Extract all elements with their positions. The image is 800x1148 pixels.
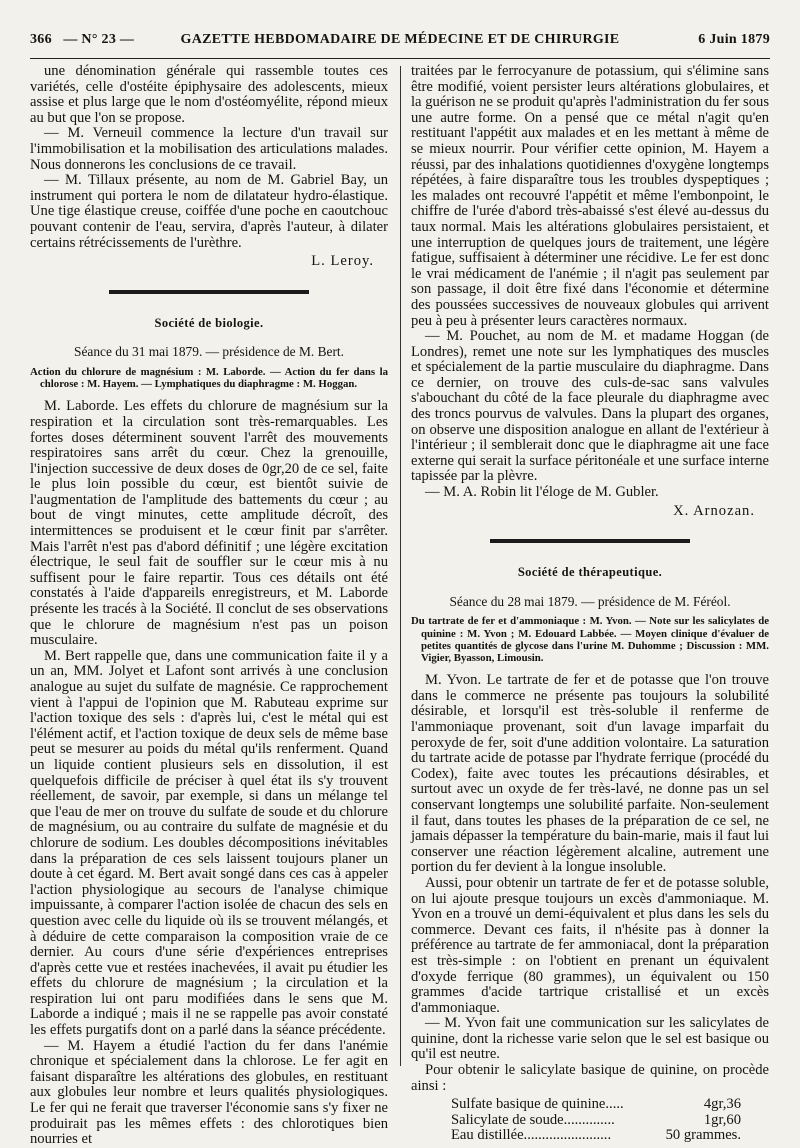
- ingredient-name: Eau distillée........................: [451, 1127, 612, 1144]
- recipe-row: [451, 1113, 741, 1129]
- recipe-list: [451, 1097, 741, 1144]
- session-line: Séance du 28 mai 1879. — présidence de M. Féréol.: [449, 593, 731, 609]
- left-column: [30, 64, 388, 1148]
- column-divider: [400, 66, 401, 1066]
- ingredient-quantity: 1gr,60: [703, 1111, 741, 1128]
- recipe-row: [451, 1097, 741, 1113]
- paragraph: — M. Pouchet, au nom de M. et madame Hoggan (de Londres), remet une note sur les lymphatiques des muscles et spécialement de la partie musculaire du diaphragme. Dans ce dernier, on trouve des culs-de-sac sans valvules s'abouchant du côté de la face pleurale du diaphragme avec des troncs pourvus de valvules. Dans la plupart des organes, on observe une disposition analogue en allant de l'extérieur à l'intérieur ; il semblerait donc que le diaphragme ait une face externe qui serait la surface péritonéale et une surface interne tapissée par la plèvre.: [411, 328, 769, 485]
- ingredient-name: Sulfate basique de quinine.....: [451, 1096, 624, 1113]
- right-column: [411, 64, 769, 1144]
- paragraph: M. Bert rappelle que, dans une communication faite il y a un an, MM. Jolyet et Lafont sont arrivés à une conclusion analogue au sujet du sulfate de magnésie. Ce rapprochement vient à l'appui de l'opinion que M. Rabuteau exprime sur l'action toxique des sels : d'après lui, c'est le métal qui est l'élément actif, et l'action toxique de deux sels de même base peut se mesurer au poids du métal qu'ils renferment. Quand un liquide contient plusieurs sels en dissolution, il est quelquefois difficile de préciser à quel état ils s'y trouvent réellement, de savoir, par exemple, si dans un mélange tel que l'eau de mer on trouve du sulfate de soude et du chlorure de magnésium, ou au contraire du sulfate de magnésie et du chlorure de sodium. Les doubles décompositions inévitables dans la préparation de ces sels laissent toujours planer un doute à cet égard. M. Bert avait songé dans ces cas à appeler l'action physiologique au secours de l'analyse chimique impuissante, à comparer l'action isolée de chacun des sels en question avec celle du liquide où ils se trouvent mélangés, et à déduire de cette comparaison la composition vraie de ce dernier. Au cours d'une série d'expériences entreprises d'après cette vue et restées inachevées, il avait pu étudier les effets du chlorure de magnésium ; la circulation et la respiration lui ont paru modifiées dans le sens que M. Laborde a indiqué ; mais il ne se rappelle pas avoir constaté les effets purgatifs dont on a parlé dans la séance précédente.: [30, 647, 388, 1039]
- signature: L. Leroy.: [311, 253, 374, 270]
- society-title: Société de thérapeutique.: [517, 565, 663, 580]
- section-separator: [490, 539, 690, 543]
- paragraph: — M. Hayem a étudié l'action du fer dans l'anémie chronique et spécialement dans la chlorose. Le fer agit en faisant disparaître les altérations des globules, en restituant aux globules leur nombre et leurs qualités physiologiques. Le fer qui ne ferait que traverser l'économie sans s'y fixer ne produirait pas les mêmes effets : des chlorotiques bien nourries et: [30, 1037, 388, 1148]
- paragraph: M. Laborde. Les effets du chlorure de magnésium sur la respiration et la circulation sont très-remarquables. Les fortes doses déterminent souvent l'arrêt des mouvements respiratoires sans arrêt du cœur. Chez la grenouille, l'injection successive de deux doses de 0gr,20 de ce sel, faite le plus loin possible du cœur, est bientôt suivie de l'augmentation de l'amplitude des battements du cœur ; au bout de vingt minutes, cette amplitude décroît, des intermittences se produisent et le cœur finit par s'arrêter. Mais l'arrêt n'est pas d'abord définitif ; une légère excitation électrique, le seul fait de souffler sur le cœur mis à nu suffisent pour le faire repartir. Tous ces détails ont été constatés à l'aide d'appareils enregistreurs, et M. Laborde présente les tracés à la Société. Il conclut de ses observations que le chlorure de magnésium n'est pas un poison musculaire.: [30, 398, 388, 649]
- recipe-row: [451, 1128, 741, 1144]
- paragraph: Aussi, pour obtenir un tartrate de fer et de potasse soluble, on lui ajoute presque toujours un excès d'ammoniaque. M. Yvon en a trouvé un demi-équivalent et plus dans les sels du commerce. Devant ces faits, il n'hésite pas à donner la préférence au tartrate de fer ammoniacal, dont la préparation est très-simple : on l'obtient en prenant un équivalent d'oxyde ferrique (80 grammes), un équivalent ou 150 grammes d'acide tartrique cristallisé et un excès d'ammoniaque.: [411, 874, 769, 1016]
- paragraph: une dénomination générale qui rassemble toutes ces variétés, celle d'ostéite épiphysaire des adolescents, mieux assise et plus large que le nom d'ostéomyélite, répond mieux au but que l'on se propose.: [30, 63, 388, 126]
- header-rule: [30, 58, 770, 59]
- section-separator: [109, 290, 309, 294]
- paragraph: traitées par le ferrocyanure de potassium, qui s'élimine sans être modifié, voient persister leurs altérations globulaires, et la guérison ne se produit qu'après l'administration du fer sous une autre forme. On a pensé que ce métal n'agit qu'en restituant l'appétit aux malades et en les mettant à même de se mieux nourrir. Pour vérifier cette opinion, M. Hayem a réussi, par des inhalations quotidiennes d'oxygène longtemps répétées, à faire disparaître tous les troubles dyspeptiques ; les malades ont recouvré l'appétit et même l'embonpoint, le chiffre de l'urée d'abord très-abaissé s'est élevé au-dessus du taux normal. Mais les altérations globulaires persistaient, et une interruption de quelques jours de traitement, une légère fatigue, suffisaient à déterminer une récidive. Le fer est donc le vrai médicament de l'anémie ; il n'agit pas seulement par son passage, il doit être fixé dans l'économie et détermine des poussées successives de nouveaux globules qui arrivent peu à peu à présenter leurs caractères normaux.: [411, 63, 769, 329]
- paragraph: Pour obtenir le salicylate basique de quinine, on procède ainsi :: [411, 1062, 769, 1094]
- page-number: 366: [30, 32, 52, 47]
- ingredient-quantity: 4gr,36: [703, 1096, 741, 1113]
- paragraph: M. Yvon. Le tartrate de fer et de potasse que l'on trouve dans le commerce ne présente pas toujours la solubilité désirable, et lorsqu'il est très-soluble il renferme de l'ammoniaque provenant, soit d'un lavage imparfait du peroxyde de fer, soit d'une addition volontaire. La saturation du tartrate acide de potasse par l'hydrate ferrique (procédé du Codex), faite avec toutes les précautions désirables, et surtout avec un oxyde de fer très-lavé, ne donne pas un sel conservant longtemps une solubilité parfaite. Non-seulement il faut, dans toutes les phases de la préparation de ce sel, ne jamais dépasser la température du bain-marie, mais il faut lui conserver une réaction légèrement alcaline, autrement une portion du fer devient à la longue insoluble.: [411, 672, 769, 876]
- ingredient-name: Salicylate de soude..............: [451, 1111, 615, 1128]
- signature: X. Arnozan.: [673, 502, 755, 519]
- session-line: Séance du 31 mai 1879. — présidence de M. Bert.: [74, 344, 344, 360]
- issue-date: 6 Juin 1879: [698, 32, 770, 47]
- session-summary: Action du chlorure de magnésium : M. Laborde. — Action du fer dans la chlorose : M. Hayem. — Lymphatiques du diaphragme : M. Hoggan.: [30, 365, 388, 391]
- issue-number: — N° 23 —: [63, 32, 135, 47]
- paragraph: — M. Verneuil commence la lecture d'un travail sur l'immobilisation et la mobilisation des articulations malades. Nous donnerons les conclusions de ce travail.: [30, 125, 388, 173]
- journal-title: GAZETTE HEBDOMADAIRE DE MÉDECINE ET DE CHIRURGIE: [180, 32, 620, 47]
- paragraph: — M. Tillaux présente, au nom de M. Gabriel Bay, un instrument qui portera le nom de dilatateur hydro-élastique. Une tige élastique creuse, coiffée d'une poche en caoutchouc pouvant contenir de l'eau, servira, d'après l'auteur, à dilater certains rétrécissements de l'urèthre.: [30, 172, 388, 251]
- society-title: Société de biologie.: [154, 315, 264, 330]
- ingredient-quantity: 50 grammes.: [665, 1127, 741, 1144]
- paragraph: — M. Yvon fait une communication sur les salicylates de quinine, dont la richesse varie selon que le sel est basique ou qu'il est neutre.: [411, 1015, 769, 1063]
- paragraph: — M. A. Robin lit l'éloge de M. Gubler.: [425, 484, 659, 501]
- session-summary: Du tartrate de fer et d'ammoniaque : M. Yvon. — Note sur les salicylates de quinine : M. Yvon ; M. Edouard Labbée. — Moyen clinique d'évaluer de petites quantités de glycose dans l'urine M. Duhomme ; Discussion : MM. Vigier, Byasson, Limousin.: [411, 615, 769, 665]
- running-header: [30, 32, 770, 56]
